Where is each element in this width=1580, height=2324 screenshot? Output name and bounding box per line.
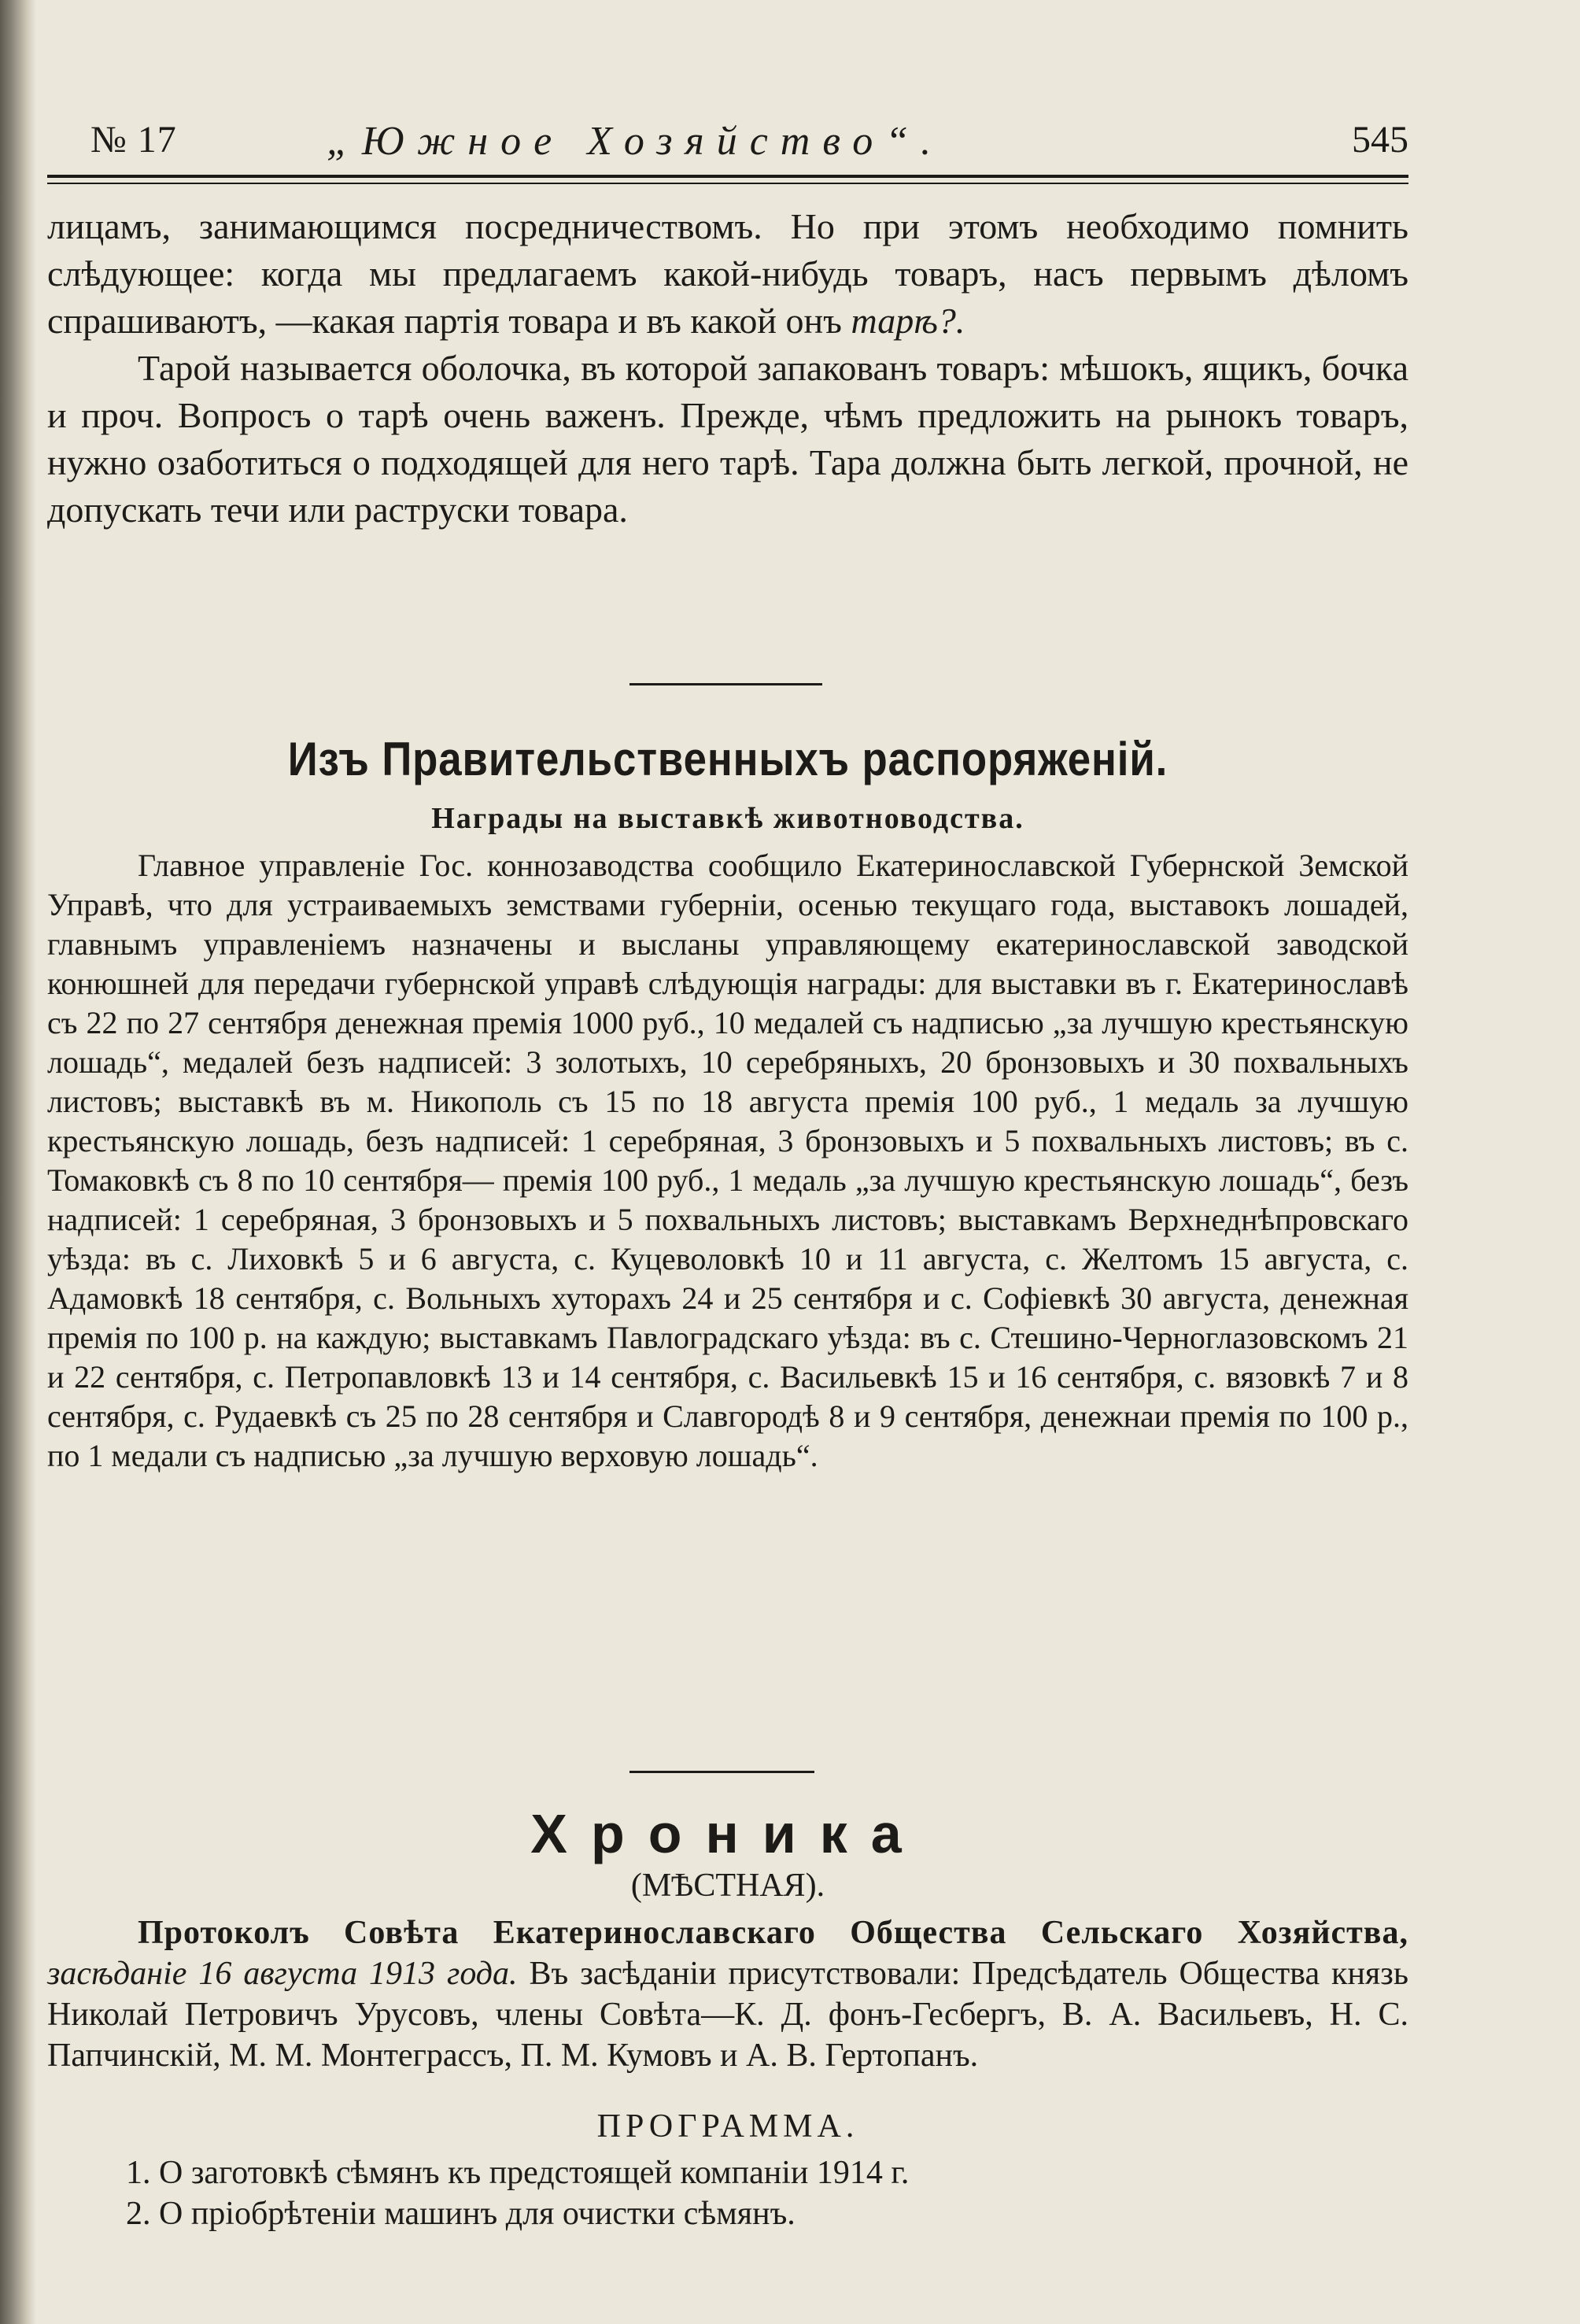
- lead-text: [47, 203, 1408, 534]
- protocol-date: засѣданіе 16 августа 1913 года.: [47, 1956, 518, 1992]
- program-item: 1. О заготовкѣ сѣмянъ къ предстоящей компаніи 1914 г.: [126, 2155, 910, 2191]
- header-rule: [47, 175, 1408, 178]
- page-number: 545: [1352, 119, 1408, 161]
- program-item: 2. О пріобрѣтеніи машинъ для очистки сѣмянъ.: [126, 2196, 796, 2232]
- header-rule-thin: [47, 183, 1408, 184]
- running-header: [90, 118, 1408, 173]
- binding-gutter: [0, 0, 36, 2324]
- journal-title: „Южное Хозяйство“.: [327, 119, 944, 164]
- issue-number: № 17: [90, 119, 177, 161]
- protocol-heading: Протоколъ Совѣта Екатеринославскаго Общества Сельскаго Хозяйства,: [138, 1915, 1408, 1951]
- protocol-body: Въ засѣданіи присутствовали: Предсѣдатель Общества князь Николай Петровичъ Урусовъ, члены Совѣта—К. Д. фонъ-Гесбергъ, В. А. Васильевъ, Н. С. Папчинскій, М. М. Монтеграссъ, П. М. Кумовъ и А. В. Гертопанъ.: [47, 1956, 1408, 2074]
- section-title: Изъ Правительственныхъ распоряженій.: [287, 733, 1168, 785]
- lead-paragraph-1: [47, 203, 1408, 345]
- protocol-text: [47, 1912, 1408, 2076]
- section-divider: [629, 683, 822, 685]
- lead-paragraph-2: Тарой называется оболочка, въ которой запакованъ товаръ: мѣшокъ, ящикъ, бочка и проч. Вопросъ о тарѣ очень важенъ. Прежде, чѣмъ предложить на рынокъ товаръ, нужно озаботиться о подходящей для него тарѣ. Тара должна быть легкой, прочной, не допускать течи или раструски товара.: [47, 348, 1408, 530]
- section-subtitle: Награды на выставкѣ животноводства.: [431, 802, 1024, 835]
- program-heading: ПРОГРАММА.: [596, 2108, 859, 2145]
- section-divider: [629, 1771, 814, 1773]
- chronicle-title: Хроника: [530, 1803, 925, 1864]
- protocol-paragraph: [47, 1912, 1408, 2076]
- awards-paragraph: Главное управленіе Гос. коннозаводства сообщило Екатеринославской Губернской Земской Управѣ, что для устраиваемыхъ земствами губерніи, осенью текущаго года, выставокъ лошадей, главнымъ управленіемъ назначены и высланы управляющему екатеринославской заводской конюшней для передачи губернской управѣ слѣдующія награды: для выставки въ г. Екатеринославѣ съ 22 по 27 сентября денежная премія 1000 руб., 10 медалей съ надписью „за лучшую крестьянскую лошадь“, медалей безъ надписей: 3 золотыхъ, 10 серебряныхъ, 20 бронзовыхъ и 30 похвальныхъ листовъ; выставкѣ въ м. Никополь съ 15 по 18 августа премія 100 руб., 1 медаль за лучшую крестьянскую лошадь, безъ надписей: 1 серебряная, 3 бронзовыхъ и 5 похвальныхъ листовъ; въ с. Томаковкѣ съ 8 по 10 сентября— премія 100 руб., 1 медаль „за лучшую крестьянскую лошадь“, безъ надписей: 1 серебряная, 3 бронзовыхъ и 5 похвальныхъ листовъ; выставкамъ Верхнеднѣпровскаго уѣзда: въ с. Лиховкѣ 5 и 6 августа, с. Куцеволовкѣ 10 и 11 августа, с. Желтомъ 15 августа, с. Адамовкѣ 18 сентября, с. Вольныхъ хуторахъ 24 и 25 сентября и с. Софіевкѣ 30 августа, денежная премія по 100 р. на каждую; выставкамъ Павлоградскаго уѣзда: въ с. Стешино-Черноглазовскомъ 21 и 22 сентября, с. Петропавловкѣ 13 и 14 сентября, с. Васильевкѣ 15 и 16 сентября, с. вязовкѣ 7 и 8 сентября, с. Рудаевкѣ съ 25 по 28 сентября и Славгородѣ 8 и 9 сентября, денежнаи премія по 100 р., по 1 медали съ надписью „за лучшую верховую лошадь“.: [47, 848, 1408, 1473]
- chronicle-subtitle: (МѢСТНАЯ).: [630, 1868, 825, 1904]
- section-body: [47, 846, 1408, 1476]
- lead-paragraph-1-italic: тарѣ?.: [851, 301, 965, 341]
- lead-paragraph-1-text: лицамъ, занимающимся посредничествомъ. Но при этомъ необходимо помнить слѣдующее: когда мы предлагаемъ какой-нибудь товаръ, насъ первымъ дѣломъ спрашиваютъ, —какая партія товара и въ какой онъ: [47, 206, 1408, 341]
